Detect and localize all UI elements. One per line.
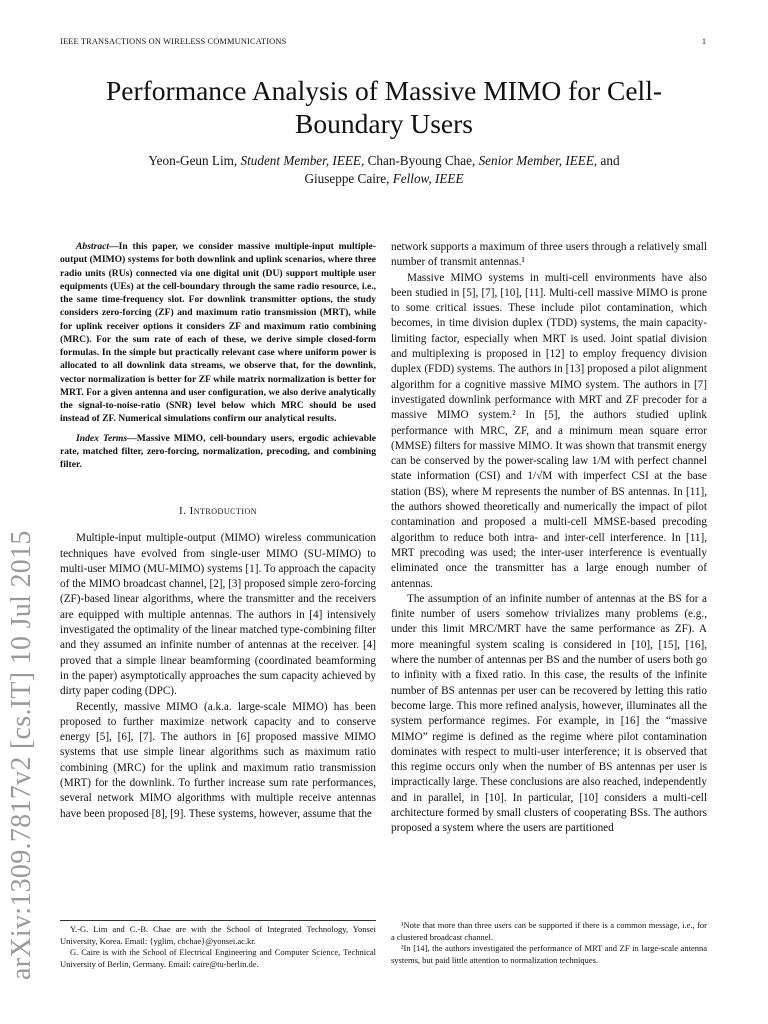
author-2-role: Senior Member, IEEE, xyxy=(478,153,598,168)
affiliation-2: G. Caire is with the School of Electrical Engineering and Computer Science, Technical University of Berlin, Germany. Email: caire@tu-berlin.de. xyxy=(60,947,376,969)
affiliation-1: Y.-G. Lim and C.-B. Chae are with the School of Integrated Technology, Yonsei University, Korea. Email: {yglim, cbchae}@yonsei.ac.kr. xyxy=(60,924,376,946)
index-terms xyxy=(60,432,376,472)
page-number: 1 xyxy=(701,37,706,46)
left-column xyxy=(60,240,376,822)
paper-title: Performance Analysis of Massive MIMO for Cell-Boundary Users xyxy=(105,75,662,139)
section-number: I. xyxy=(178,505,190,518)
abstract-text: —In this paper, we consider massive multiple-input multiple-output (MIMO) systems for both downlink and uplink scenarios, where three radio units (RUs) connected via one digital unit (DU) support multiple user equipments (UEs) at the cell-boundary through the same radio resource, i.e., the same time-frequency slot. For downlink transmitter options, the study considers zero-forcing (ZF) and maximum ratio transmission (MRT), while for uplink receiver options it considers ZF and maximum ratio combining (MRC). For the sum rate of each of these, we derive simple closed-form formulas. In the simple but practically relevant case where uniform power is allocated to all downlink data streams, we observe that, for the downlink, vector normalization is better for ZF while matrix normalization is better for MRT. For a given antenna and user configuration, we also derive analytically the signal-to-noise-ratio (SNR) level below which MRC should be used instead of ZF. Numerical simulations confirm our analytical results. xyxy=(60,241,376,425)
index-terms-lead: Index Terms xyxy=(76,432,128,444)
page-footnotes xyxy=(391,920,707,966)
paragraph: Massive MIMO systems in multi-cell environments have also been studied in [5], [7], [10], [11]. Multi-cell massive MIMO is prone to some critical issues. These include pilot contamination, which becomes, in time division duplex (TDD) systems, the main capacity-limiting factor, especially when MRT is used. Joint spatial division and multiplexing is proposed in [12] to employ frequency division duplex (FDD) systems. The authors in [13] proposed a pilot alignment algorithm for a cognitive massive MIMO system. The authors in [7] investigated downlink performance with MRT and ZF precoder for a massive MIMO system.² In [5], the authors studied uplink performance with MRC, ZF, and a minimum mean square error (MMSE) filters for massive MIMO. It was shown that transmit energy can be conserved by the power-scaling law 1/M with perfect channel state information (CSI) and 1/√M with imperfect CSI at the base station (BS), where M represents the number of BS antennas. In [11], the authors showed theoretically and numerically the impact of pilot contamination and proposed a multi-cell MMSE-based precoding algorithm to reduce both intra- and inter-cell interference. In [11], MRT precoding was used; the inter-user interference is eventually eliminated once the transmitter has a large enough number of antennas. xyxy=(391,271,707,590)
footnote-2: ²In [14], the authors investigated the performance of MRT and ZF in large-scale antenna systems, but paid little attention to normalization techniques. xyxy=(391,943,707,965)
section-title: Introduction xyxy=(189,505,258,518)
author-3-name: Giuseppe Caire, xyxy=(304,171,390,186)
paragraph: network supports a maximum of three users through a relatively small number of transmit antennas.¹ xyxy=(391,241,707,269)
right-column xyxy=(391,240,707,837)
paragraph: Multiple-input multiple-output (MIMO) wireless communication techniques have evolved from single-user MIMO (SU-MIMO) to multi-user MIMO (MU-MIMO) systems [1]. To approach the capacity of the MIMO broadcast channel, [2], [3] proposed simple zero-forcing (ZF)-based linear algorithms, where the transmitter and the receivers are equipped with multiple antennas. The authors in [4] intensively investigated the optimality of the linear matched type-combining filter and they assumed an infinite number of antennas at the receiver. [4] proved that a simple linear beamforming (coordinated beamforming in the paper) asymptotically approaches the sum capacity achieved by dirty paper coding (DPC). xyxy=(60,532,376,698)
abstract-lead: Abstract xyxy=(76,241,110,252)
author-1-name: Yeon-Geun Lim, xyxy=(148,153,238,168)
section-heading xyxy=(60,505,376,517)
index-terms-text: —Massive MIMO, cell-boundary users, ergodic achievable rate, matched filter, zero-forcing, normalization, precoding, and combining filter. xyxy=(60,432,376,470)
paragraph: The assumption of an infinite number of antennas at the BS for a finite number of users somehow trivializes many problems (e.g., under this limit MRC/MRT have the same performance as ZF). A more meaningful system scaling is considered in [10], [15], [16], where the number of antennas per BS and the number of users both go to infinity with a fixed ratio. In this case, the results of the infinite number of BS antennas per user can be recovered by letting this ratio become large. This more refined analysis, however, illuminates all the system performance regimes. For example, in [16] the “massive MIMO” regime is defined as the regime where pilot contamination dominates with respect to multi-user interference; it is observed that this regime occurs only when the number of BS antennas per user is impractically large. These conclusions are also reached, independently and in parallel, in [10]. In particular, [10] considers a multi-cell architecture formed by small clusters of cooperating BSs. The authors proposed a system where the users are partitioned xyxy=(391,592,707,835)
intro-body xyxy=(60,531,376,822)
journal-header: IEEE TRANSACTIONS ON WIRELESS COMMUNICATIONS xyxy=(60,37,287,46)
author-list xyxy=(60,152,708,188)
author-1-role: Student Member, IEEE, xyxy=(240,153,365,168)
affiliation-footnotes xyxy=(60,920,376,970)
author-and: and xyxy=(600,153,620,168)
paragraph: Recently, massive MIMO (a.k.a. large-scale MIMO) has been proposed to further maximize network capacity and to conserve energy [5], [6], [7]. The authors in [6] proposed massive MIMO systems that use simple linear algorithms such as maximum ratio combining (MRC) for the uplink and maximum ratio transmission (MRT) for the downlink. To further increase sum rate performances, several network MIMO algorithms with multiple receive antennas have been proposed [8], [9]. These systems, however, assume that the xyxy=(60,700,376,820)
footnote-1: ¹Note that more than three users can be supported if there is a common message, i.e., for a clustered broadcast channel. xyxy=(391,920,707,942)
author-3-role: Fellow, IEEE xyxy=(392,171,464,186)
arxiv-id[interactable]: arXiv:1309.7817v2 [cs.IT] 10 Jul 2015 xyxy=(6,530,37,980)
abstract xyxy=(60,240,376,426)
author-2-name: Chan-Byoung Chae, xyxy=(367,153,476,168)
